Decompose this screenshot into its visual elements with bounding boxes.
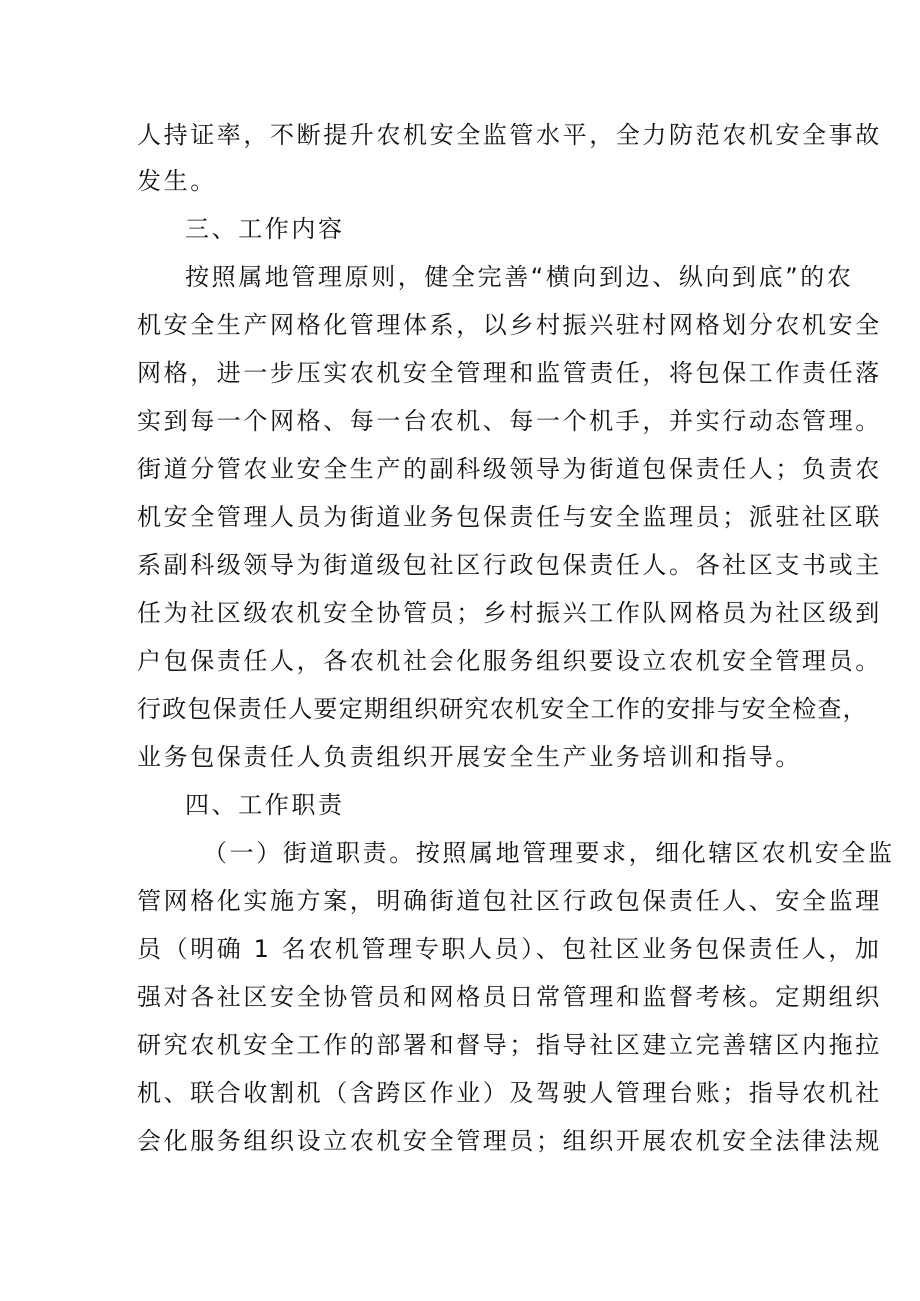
text-line: 网格，进一步压实农机安全管理和监管责任，将包保工作责任落 [137, 359, 882, 387]
text-line: 机安全生产网格化管理体系，以乡村振兴驻村网格划分农机安全 [137, 311, 882, 339]
text-line: 行政包保责任人要定期组织研究农机安全工作的安排与安全检查， [137, 695, 868, 723]
text-line: 实到每一个网格、每一台农机、每一个机手，并实行动态管理。 [137, 407, 882, 435]
text-line: 机安全管理人员为街道业务包保责任与安全监理员；派驻社区联 [137, 503, 882, 531]
paragraph-start-line: 按照属地管理原则，健全完善“横向到边、纵向到底”的农 [185, 263, 854, 291]
text-line: 街道分管农业安全生产的副科级领导为街道包保责任人；负责农 [137, 455, 882, 483]
text-line: 管网格化实施方案，明确街道包社区行政包保责任人、安全监理 [137, 887, 882, 915]
text-line: 户包保责任人，各农机社会化服务组织要设立农机安全管理员。 [137, 647, 882, 675]
text-line: 会化服务组织设立农机安全管理员；组织开展农机安全法律法规 [137, 1127, 882, 1155]
section-heading: 四、工作职责 [185, 791, 345, 819]
text-line: 系副科级领导为街道级包社区行政包保责任人。各社区支书或主 [137, 551, 882, 579]
text-line: 任为社区级农机安全协管员；乡村振兴工作队网格员为社区级到 [137, 599, 882, 627]
text-line: 人持证率，不断提升农机安全监管水平，全力防范农机安全事故 [137, 121, 882, 149]
subsection-start-line: （一）街道职责。按照属地管理要求，细化辖区农机安全监 [203, 839, 895, 867]
section-heading: 三、工作内容 [185, 215, 345, 243]
text-line: 员（明确 1 名农机管理专职人员）、包社区业务包保责任人，加 [137, 935, 882, 963]
text-line: 发生。 [137, 167, 217, 195]
text-line: 业务包保责任人负责组织开展安全生产业务培训和指导。 [137, 743, 802, 771]
text-line: 机、联合收割机（含跨区作业）及驾驶人管理台账；指导农机社 [137, 1079, 882, 1107]
text-line: 强对各社区安全协管员和网格员日常管理和监督考核。定期组织 [137, 983, 882, 1011]
text-line: 研究农机安全工作的部署和督导；指导社区建立完善辖区内拖拉 [137, 1031, 882, 1059]
